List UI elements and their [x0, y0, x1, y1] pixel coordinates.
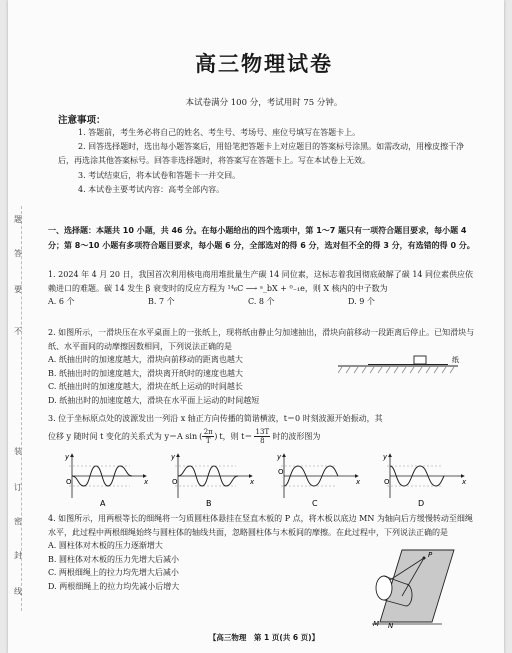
- margin-char: 答: [14, 249, 22, 258]
- paper-label: 纸: [452, 356, 459, 364]
- notice-list: [58, 126, 478, 197]
- wave-graph-b: [170, 453, 255, 508]
- question-stem-line-2: [48, 426, 478, 448]
- option-label: A: [100, 499, 106, 508]
- label-n: N: [388, 622, 394, 628]
- margin-char: 封: [14, 551, 22, 560]
- question-stem: 4. 如图所示，用两根等长的细绳将一匀质圆柱体悬挂在竖直木板的 P 点，将木板以底边 MN 为轴向后方缓慢转动至细绳水平，此过程中两根细绳始终与圆柱体的轴线共面，忽略圆柱体与木板间的摩擦。在此过程中，下列说法正确的是: [48, 514, 473, 537]
- stem-text: t，则 t＝: [219, 431, 253, 441]
- binding-margin: [8, 200, 36, 620]
- label-p: P: [428, 551, 433, 559]
- option-b: B. 圆柱体对木板的压力先增大后减小: [48, 554, 179, 564]
- question-stem: 3. 位于坐标原点处的波源发出一列沿 x 轴正方向传播的简谐横波，t＝0 时刻波源开始振动，其: [48, 414, 383, 423]
- y-axis-label: y: [171, 453, 176, 461]
- option-a: A. 6 个: [48, 297, 75, 307]
- margin-char: 要: [14, 285, 22, 294]
- section-heading: 一、选择题：本题共 10 小题，共 46 分。: [48, 226, 202, 235]
- notice-item: 3. 考试结束后，将本试卷和答题卡一并交回。: [78, 170, 241, 180]
- stem-text: 时的波形图为: [272, 431, 321, 441]
- option-b: B. 纸抽出时的加速度越大，滑块离开纸时的速度也越大: [48, 368, 243, 378]
- frac-denominator: T: [202, 436, 214, 445]
- option-c: C. 两根细绳上的拉力均先增大后减小: [48, 568, 179, 578]
- page-footer: 【高三物理 第 1 页(共 6 页)】: [208, 633, 320, 642]
- origin-label: O: [278, 468, 284, 476]
- notice-heading: 注意事项：: [58, 115, 106, 126]
- sin-argument: ( $\frac{2\pi}{T}$ ): [199, 428, 218, 446]
- exam-paper: [8, 0, 504, 653]
- frac-denominator: 8: [254, 436, 270, 445]
- y-axis-label: y: [383, 453, 388, 461]
- time-fraction: [254, 428, 270, 445]
- margin-char: 不: [14, 327, 22, 336]
- slider-block: [414, 356, 426, 364]
- y-axis-label: y: [277, 453, 282, 461]
- option-label: B: [206, 499, 212, 508]
- question-stem: 1. 2024 年 4 月 20 日，我国首次利用核电商用堆批量生产碳 14 同位素，这标志着我国彻底破解了碳 14 同位素供应依赖进口的难题。碳 14 发生 β 衰变时的反应方程为 ¹⁴₆C ⟶ ᵃ_bX + ⁰₋₁e，则 X 核内的中子数为: [48, 270, 474, 293]
- notice-item: 2. 回答选择题时，选出每小题答案后，用铅笔把答题卡上对应题目的答案标号涂黑。如需改动，用橡皮擦干净后，再选涂其他答案标号。回答非选择题时，将答案写在答题卡上。写在本试卷上无效。: [58, 142, 465, 166]
- option-b: B. 7 个: [148, 297, 175, 307]
- option-label: C: [312, 499, 318, 508]
- origin-label: O: [172, 478, 178, 486]
- point-p: [423, 557, 426, 560]
- label-m: M: [373, 620, 380, 628]
- option-d: D. 纸抽出时的加速度越大，滑块在水平面上运动的时间越短: [48, 395, 260, 405]
- x-axis-label: x: [144, 478, 149, 486]
- notice-item: 1. 答题前，考生务必将自己的姓名、考生号、考场号、座位号填写在答题卡上。: [78, 128, 361, 137]
- margin-char: 装: [14, 447, 22, 456]
- frac-numerator: 13T: [255, 428, 270, 437]
- q3-wave-options: [58, 450, 478, 508]
- margin-char: 线: [14, 587, 22, 596]
- stem-text: 位移 y 随时间 t 变化的关系式为 y＝A sin: [48, 431, 198, 441]
- wave-graph-d: [382, 453, 467, 508]
- option-a: A. 圆柱体对木板的压力逐渐增大: [48, 541, 163, 551]
- exam-info: 本试卷满分 100 分，考试用时 75 分钟。: [185, 98, 343, 108]
- question-1: [48, 268, 478, 309]
- option-d: D. 9 个: [348, 297, 375, 307]
- question-stem: 2. 如图所示，一滑块压在水平桌面上的一张纸上，现将纸由静止匀加速抽出，滑块向前移动一段距离后停止。已知滑块与纸、水平面间的动摩擦因数相同，下列说法正确的是: [48, 328, 475, 351]
- table-hatching: [338, 367, 454, 373]
- wave-graph-c: [276, 453, 361, 508]
- options-row: [48, 295, 478, 309]
- x-axis-label: x: [356, 478, 361, 486]
- margin-char: 订: [14, 483, 22, 492]
- y-axis-label: y: [65, 453, 70, 461]
- notice-item: 4. 本试卷主要考试内容：高考全部内容。: [78, 184, 225, 194]
- section-1-instructions: [48, 224, 478, 253]
- origin-label: O: [66, 478, 72, 486]
- option-label: D: [418, 499, 425, 508]
- margin-char: 密: [14, 517, 22, 526]
- q4-figure: [362, 544, 472, 628]
- section-body: 在每小题给出的四个选项中，第 1～7 题只有一项符合题目要求，每小题 4 分；第 8～10 小题有多项符合题目要求，每小题 6 分，全部选对的得 6 分，选对但不全的得 3 分，有选错的得 0 分。: [48, 226, 475, 250]
- option-c: C. 8 个: [248, 297, 275, 307]
- wave-graph-a: [64, 453, 149, 508]
- margin-char: 题: [14, 215, 22, 224]
- page-content: [44, 0, 496, 653]
- option-a: A. 纸抽出时的加速度越大，滑块向前移动的距离也越大: [48, 355, 243, 365]
- x-axis-label: x: [250, 478, 255, 486]
- frac-numerator: 2π: [203, 428, 213, 437]
- option-c: C. 纸抽出时的加速度越大，滑块在纸上运动的时间越长: [48, 382, 243, 392]
- page-title: 高三物理试卷: [195, 52, 333, 76]
- q2-figure: [338, 354, 468, 376]
- cylinder-end: [376, 576, 392, 600]
- origin-label: O: [384, 478, 390, 486]
- question-3: [48, 412, 478, 448]
- option-d: D. 两根细绳上的拉力均先减小后增大: [48, 581, 180, 591]
- x-axis-label: x: [462, 478, 467, 486]
